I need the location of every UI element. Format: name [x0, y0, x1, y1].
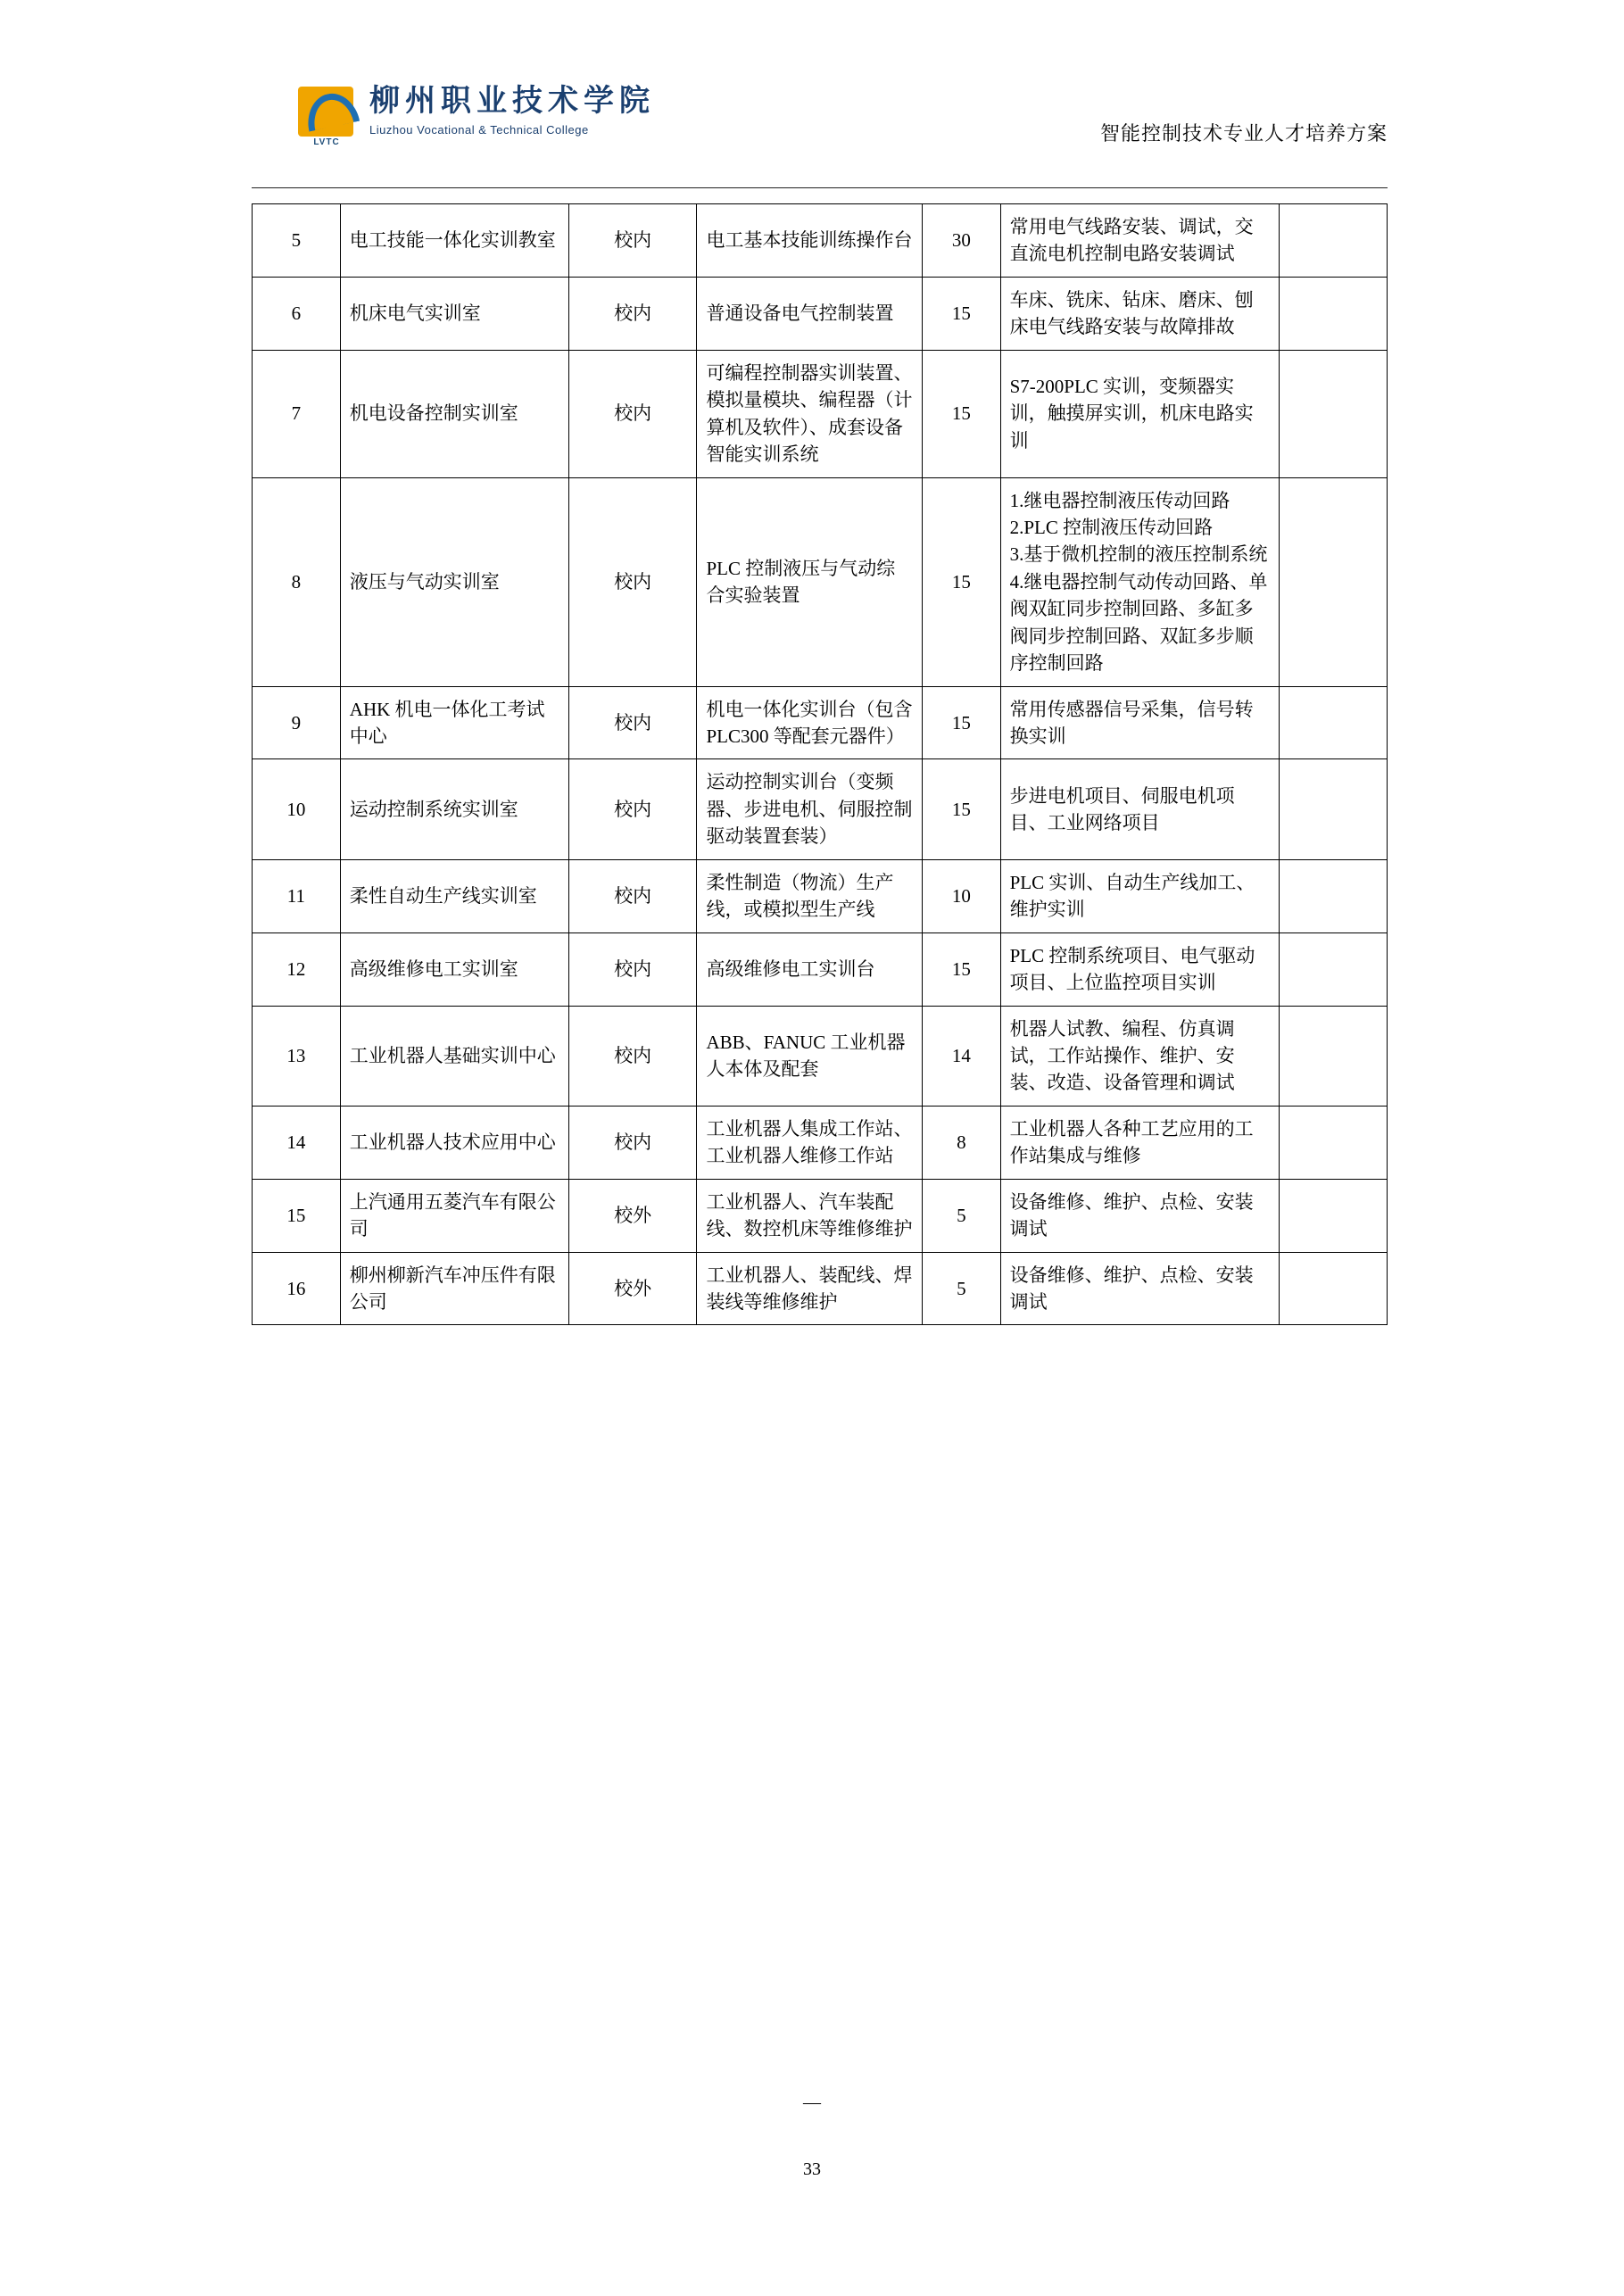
- cell-room-name: 柳州柳新汽车冲压件有限公司: [340, 1252, 568, 1325]
- cell-projects: 常用电气线路安装、调试，交直流电机控制电路安装调试: [1000, 204, 1279, 278]
- cell-location: 校内: [568, 1006, 697, 1106]
- cell-quantity: 30: [923, 204, 1001, 278]
- page-header: [0, 85, 1624, 183]
- cell-quantity: 15: [923, 686, 1001, 759]
- cell-no: 16: [253, 1252, 341, 1325]
- cell-location: 校内: [568, 859, 697, 932]
- cell-remark: [1279, 277, 1387, 350]
- cell-quantity: 5: [923, 1252, 1001, 1325]
- cell-no: 6: [253, 277, 341, 350]
- table-row: [253, 759, 1388, 859]
- table-row: [253, 932, 1388, 1006]
- footer-dash: —: [803, 2093, 821, 2112]
- cell-location: 校内: [568, 350, 697, 477]
- cell-projects: PLC 控制系统项目、电气驱动项目、上位监控项目实训: [1000, 932, 1279, 1006]
- college-name-cn: 柳州职业技术学院: [369, 85, 655, 118]
- cell-quantity: 15: [923, 477, 1001, 686]
- cell-room-name: 运动控制系统实训室: [340, 759, 568, 859]
- cell-no: 7: [253, 350, 341, 477]
- document-title: 智能控制技术专业人才培养方案: [1099, 122, 1388, 145]
- cell-no: 14: [253, 1106, 341, 1179]
- cell-no: 11: [253, 859, 341, 932]
- cell-projects: 车床、铣床、钻床、磨床、刨床电气线路安装与故障排故: [1000, 277, 1279, 350]
- header-divider: [252, 187, 1388, 188]
- cell-projects: PLC 实训、自动生产线加工、维护实训: [1000, 859, 1279, 932]
- cell-equipment: 高级维修电工实训台: [697, 932, 923, 1006]
- cell-quantity: 5: [923, 1179, 1001, 1252]
- cell-location: 校内: [568, 277, 697, 350]
- cell-location: 校内: [568, 686, 697, 759]
- cell-location: 校内: [568, 759, 697, 859]
- cell-remark: [1279, 1106, 1387, 1179]
- cell-equipment: 机电一体化实训台（包含 PLC300 等配套元器件）: [697, 686, 923, 759]
- table-row: [253, 204, 1388, 278]
- page-number: 33: [803, 2159, 821, 2179]
- cell-quantity: 15: [923, 350, 1001, 477]
- cell-no: 13: [253, 1006, 341, 1106]
- cell-no: 10: [253, 759, 341, 859]
- facility-table-container: [252, 203, 1388, 1325]
- cell-equipment: 柔性制造（物流）生产线，或模拟型生产线: [697, 859, 923, 932]
- facility-table-body: [253, 204, 1388, 1325]
- cell-remark: [1279, 477, 1387, 686]
- cell-room-name: 柔性自动生产线实训室: [340, 859, 568, 932]
- cell-no: 8: [253, 477, 341, 686]
- table-row: [253, 277, 1388, 350]
- cell-remark: [1279, 859, 1387, 932]
- cell-room-name: 工业机器人技术应用中心: [340, 1106, 568, 1179]
- cell-equipment: 工业机器人、装配线、焊装线等维修维护: [697, 1252, 923, 1325]
- cell-room-name: 液压与气动实训室: [340, 477, 568, 686]
- table-row: [253, 477, 1388, 686]
- cell-equipment: 电工基本技能训练操作台: [697, 204, 923, 278]
- cell-projects: 设备维修、维护、点检、安装调试: [1000, 1252, 1279, 1325]
- cell-projects: 工业机器人各种工艺应用的工作站集成与维修: [1000, 1106, 1279, 1179]
- cell-remark: [1279, 350, 1387, 477]
- cell-room-name: 机电设备控制实训室: [340, 350, 568, 477]
- cell-quantity: 15: [923, 932, 1001, 1006]
- cell-location: 校外: [568, 1252, 697, 1325]
- cell-remark: [1279, 1179, 1387, 1252]
- cell-room-name: 工业机器人基础实训中心: [340, 1006, 568, 1106]
- cell-equipment: 普通设备电气控制装置: [697, 277, 923, 350]
- cell-projects: 1.继电器控制液压传动回路 2.PLC 控制液压传动回路 3.基于微机控制的液压控制系统 4.继电器控制气动传动回路、单阀双缸同步控制回路、多缸多阀同步控制回路、双缸多步顺序控制回路: [1000, 477, 1279, 686]
- cell-equipment: 工业机器人、汽车装配线、数控机床等维修维护: [697, 1179, 923, 1252]
- table-row: [253, 1106, 1388, 1179]
- cell-remark: [1279, 759, 1387, 859]
- cell-no: 15: [253, 1179, 341, 1252]
- cell-room-name: 电工技能一体化实训教室: [340, 204, 568, 278]
- table-row: [253, 1179, 1388, 1252]
- cell-equipment: 运动控制实训台（变频器、步进电机、伺服控制驱动装置套装）: [697, 759, 923, 859]
- cell-remark: [1279, 1252, 1387, 1325]
- cell-quantity: 10: [923, 859, 1001, 932]
- cell-projects: 步进电机项目、伺服电机项目、工业网络项目: [1000, 759, 1279, 859]
- cell-equipment: 工业机器人集成工作站、工业机器人维修工作站: [697, 1106, 923, 1179]
- cell-location: 校内: [568, 1106, 697, 1179]
- cell-no: 9: [253, 686, 341, 759]
- cell-quantity: 15: [923, 277, 1001, 350]
- college-logo-icon: [294, 85, 359, 149]
- cell-no: 12: [253, 932, 341, 1006]
- cell-room-name: 机床电气实训室: [340, 277, 568, 350]
- cell-remark: [1279, 204, 1387, 278]
- table-row: [253, 859, 1388, 932]
- cell-remark: [1279, 932, 1387, 1006]
- cell-remark: [1279, 686, 1387, 759]
- college-name-en: Liuzhou Vocational & Technical College: [369, 123, 589, 137]
- cell-equipment: ABB、FANUC 工业机器人本体及配套: [697, 1006, 923, 1106]
- cell-equipment: 可编程控制器实训装置、 模拟量模块、编程器（计算机及软件）、成套设备智能实训系统: [697, 350, 923, 477]
- cell-projects: 常用传感器信号采集，信号转换实训: [1000, 686, 1279, 759]
- table-row: [253, 1252, 1388, 1325]
- cell-location: 校内: [568, 477, 697, 686]
- cell-quantity: 8: [923, 1106, 1001, 1179]
- college-logo: [294, 85, 655, 149]
- cell-room-name: 高级维修电工实训室: [340, 932, 568, 1006]
- cell-location: 校内: [568, 204, 697, 278]
- table-row: [253, 686, 1388, 759]
- cell-room-name: AHK 机电一体化工考试中心: [340, 686, 568, 759]
- logo-mark-text: LVTC: [313, 137, 340, 147]
- cell-quantity: 14: [923, 1006, 1001, 1106]
- facility-table: [252, 203, 1388, 1325]
- cell-equipment: PLC 控制液压与气动综合实验装置: [697, 477, 923, 686]
- cell-projects: S7-200PLC 实训，变频器实训，触摸屏实训，机床电路实训: [1000, 350, 1279, 477]
- cell-projects: 机器人试教、编程、仿真调试，工作站操作、维护、安装、改造、设备管理和调试: [1000, 1006, 1279, 1106]
- table-row: [253, 1006, 1388, 1106]
- cell-room-name: 上汽通用五菱汽车有限公司: [340, 1179, 568, 1252]
- cell-projects: 设备维修、维护、点检、安装调试: [1000, 1179, 1279, 1252]
- cell-quantity: 15: [923, 759, 1001, 859]
- cell-location: 校内: [568, 932, 697, 1006]
- table-row: [253, 350, 1388, 477]
- cell-location: 校外: [568, 1179, 697, 1252]
- cell-remark: [1279, 1006, 1387, 1106]
- cell-no: 5: [253, 204, 341, 278]
